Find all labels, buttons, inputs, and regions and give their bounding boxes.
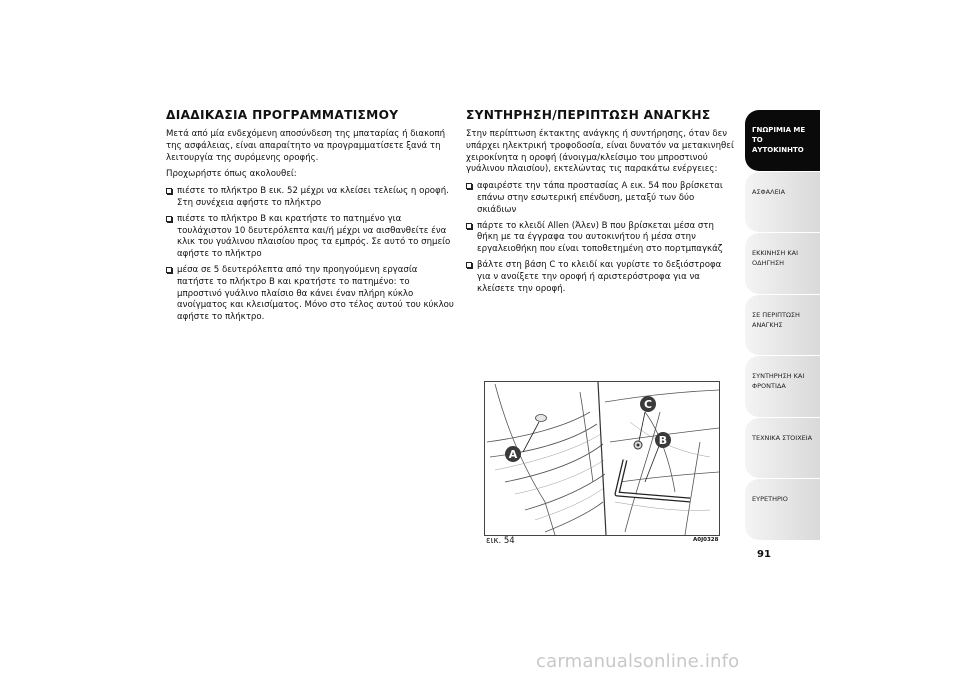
checkbox-bullet-icon — [466, 183, 472, 189]
maintenance-heading: ΣΥΝΤΗΡΗΣΗ/ΠΕΡΙΠΤΩΣΗ ΑΝΑΓΚΗΣ — [466, 108, 711, 122]
checkbox-bullet-icon — [166, 267, 172, 273]
checkbox-bullet-icon — [466, 262, 472, 268]
programming-steps — [166, 186, 454, 324]
watermark: carmanualsonline.info — [536, 651, 740, 672]
list-item: μέσα σε 5 δευτερόλεπτα από την προηγούμενη εργασία πατήστε το πλήκτρο B και κρατήστε το πατημένο: το μπροστινό γυάλινο πλαίσιο θα κάνει έναν πλήρη κύκλο ανοίγματος και κλεισίματος. Μόνο στο τέλος αυτού του κύκλου αφήστε το πλήκτρο. — [166, 265, 454, 324]
figure-54-illustration — [484, 381, 720, 536]
chapter-tabs — [745, 110, 820, 541]
list-item: αφαιρέστε την τάπα προστασίας A εικ. 54 που βρίσκεται επάνω στην εσωτερική επένδυση, μεταξύ των δύο σκιάδιων — [466, 181, 736, 216]
label-b: B — [658, 434, 668, 447]
list-item: βάλτε στη βάση C το κλειδί και γυρίστε το δεξιόστροφα για ν ανοίξετε την οροφή ή αριστερόστροφα για να κλείσετε την οροφή. — [466, 260, 736, 295]
tab-maintenance-care[interactable]: ΣΥΝΤΗΡΗΣΗ ΚΑΙ ΦΡΟΝΤΙΔΑ — [745, 356, 820, 417]
checkbox-bullet-icon — [466, 223, 472, 229]
programming-intro: Μετά από μία ενδεχόμενη αποσύνδεση της μπαταρίας ή διακοπή της ασφάλειας, είναι απαραίτητο να προγραμματίσετε ξανά τη λειτουργία της συρόμενης οροφής. — [166, 129, 446, 163]
list-item: πάρτε το κλειδί Allen (Άλεν) B που βρίσκεται μέσα στη θήκη με τα έγγραφα του αυτοκινήτου ή μέσα στην εργαλειοθήκη που είναι τοποθετημένη στο πορτμπαγκάζ — [466, 221, 736, 256]
tab-emergency[interactable]: ΣΕ ΠΕΡΙΠΤΩΣΗ ΑΝΑΓΚΗΣ — [745, 295, 820, 356]
checkbox-bullet-icon — [166, 216, 172, 222]
tab-safety[interactable]: ΑΣΦΑΛΕΙΑ — [745, 172, 820, 233]
page-number: 91 — [757, 549, 771, 560]
right-column — [466, 107, 736, 299]
tab-getting-to-know-car[interactable]: ΓΝΩΡΙΜΙΑ ΜΕ ΤΟ ΑΥΤΟΚΙΝΗΤΟ — [745, 110, 820, 171]
maintenance-steps — [466, 181, 736, 295]
list-item: πιέστε το πλήκτρο B εικ. 52 μέχρι να κλείσει τελείως η οροφή. Στη συνέχεια αφήστε το πλήκτρο — [166, 186, 454, 210]
roof-illustration — [485, 382, 719, 535]
label-a: A — [508, 448, 518, 461]
figure-code: A0J0328 — [693, 537, 719, 543]
figure-caption: εικ. 54 — [486, 536, 515, 546]
proceed-text: Προχωρήστε όπως ακολουθεί: — [166, 169, 297, 180]
tab-index[interactable]: ΕΥΡΕΤΗΡΙΟ — [745, 479, 820, 540]
tab-starting-driving[interactable]: ΕΚΚΙΝΗΣΗ ΚΑΙ ΟΔΗΓΗΣΗ — [745, 233, 820, 294]
list-item: πιέστε το πλήκτρο B και κρατήστε το πατημένο για τουλάχιστον 10 δευτερόλεπτα και/ή μέχρι να αισθανθείτε ένα κλικ του γυάλινου πλαισίου προς τα εμπρός. Σε αυτό το σημείο αφήστε το πλήκτρο — [166, 214, 454, 261]
checkbox-bullet-icon — [166, 188, 172, 194]
label-c: C — [643, 398, 653, 411]
left-column — [166, 107, 454, 328]
maintenance-intro: Στην περίπτωση έκτακτης ανάγκης ή συντήρησης, όταν δεν υπάρχει ηλεκτρική τροφοδοσία, είναι δυνατόν να μετακινηθεί χειροκίνητα η οροφή (άνοιγμα/κλείσιμο του μπροστινού γυάλινου πλαισίου), εκτελώντας τις παρακάτω ενέργειες: — [466, 129, 734, 175]
programming-heading: ΔΙΑΔΙΚΑΣΙΑ ΠΡΟΓΡΑΜΜΑΤΙΣΜΟΥ — [166, 108, 399, 122]
tab-technical-data[interactable]: ΤΕΧΝΙΚΑ ΣΤΟΙΧΕΙΑ — [745, 418, 820, 479]
